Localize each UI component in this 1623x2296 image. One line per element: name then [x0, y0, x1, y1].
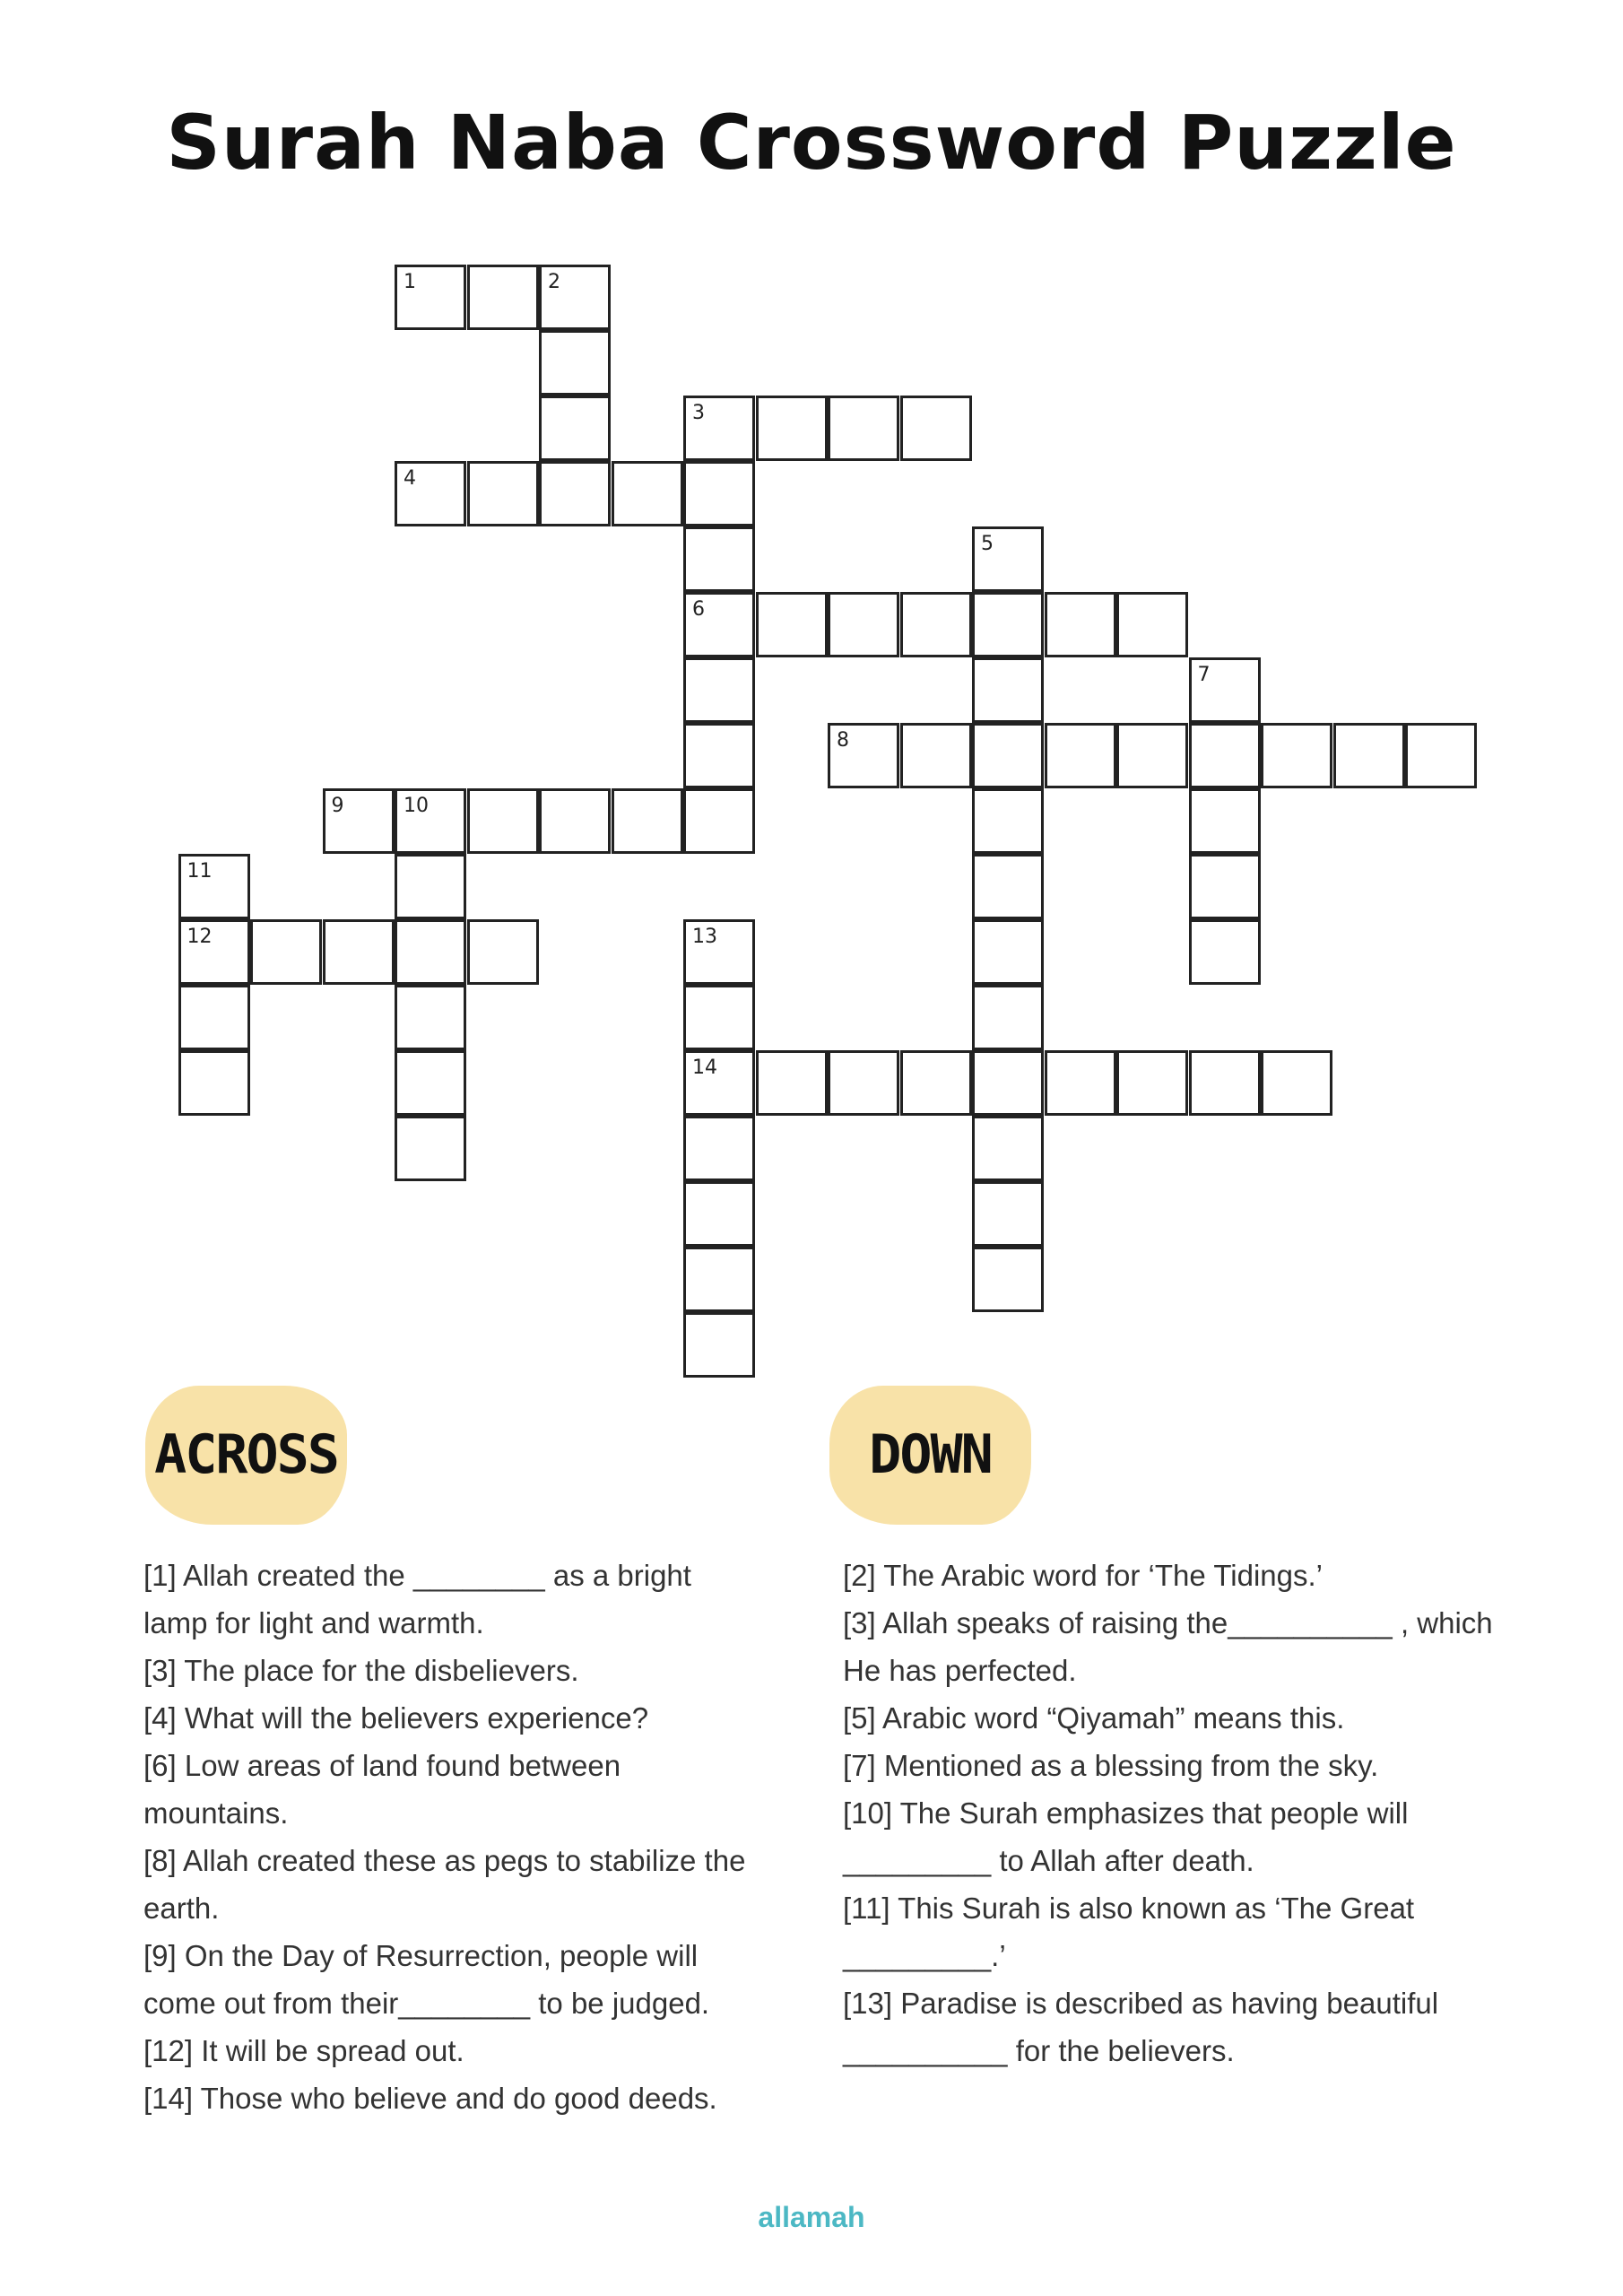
- grid-cell[interactable]: [539, 396, 611, 461]
- grid-cell[interactable]: [539, 461, 611, 526]
- across-clue: [14] Those who believe and do good deeds.: [143, 2082, 717, 2115]
- across-clues: [143, 1552, 762, 2122]
- grid-cell[interactable]: [612, 461, 683, 526]
- grid-cell[interactable]: [1116, 592, 1188, 657]
- clue-number: 5: [981, 533, 994, 555]
- grid-cell[interactable]: [1261, 1050, 1332, 1116]
- grid-cell[interactable]: [972, 985, 1044, 1050]
- grid-cell[interactable]: [395, 854, 466, 919]
- down-clue: [5] Arabic word “Qiyamah” means this.: [843, 1701, 1345, 1735]
- across-clue: [4] What will the believers experience?: [143, 1701, 649, 1735]
- across-clue: [3] The place for the disbelievers.: [143, 1654, 579, 1687]
- clue-number: 3: [692, 402, 705, 424]
- grid-cell[interactable]: [467, 919, 539, 985]
- grid-cell[interactable]: [972, 1116, 1044, 1181]
- clue-number: 9: [331, 795, 344, 817]
- down-clue: [7] Mentioned as a blessing from the sky.: [843, 1749, 1379, 1782]
- clue-number: 8: [837, 729, 849, 752]
- grid-cell[interactable]: [1116, 723, 1188, 788]
- across-clue: [9] On the Day of Resurrection, people will come out from their________ to be judged.: [143, 1939, 710, 2020]
- grid-cell[interactable]: [467, 265, 539, 330]
- clue-number: 11: [187, 860, 213, 883]
- grid-cell[interactable]: [1405, 723, 1477, 788]
- grid-cell[interactable]: [900, 723, 972, 788]
- clue-number: 13: [692, 926, 717, 948]
- grid-cell[interactable]: [1045, 723, 1116, 788]
- grid-cell[interactable]: [900, 1050, 972, 1116]
- grid-cell[interactable]: [972, 919, 1044, 985]
- grid-cell[interactable]: [972, 1181, 1044, 1247]
- grid-cell[interactable]: [683, 657, 755, 723]
- clue-number: 6: [692, 598, 705, 621]
- grid-cell[interactable]: [539, 788, 611, 854]
- puzzle-title: Surah Naba Crossword Puzzle: [166, 99, 1457, 187]
- grid-cell[interactable]: [972, 1050, 1044, 1116]
- grid-cell[interactable]: [972, 723, 1044, 788]
- clue-number: 14: [692, 1057, 717, 1079]
- grid-cell[interactable]: [828, 396, 899, 461]
- grid-cell[interactable]: [683, 1116, 755, 1181]
- grid-cell[interactable]: [467, 461, 539, 526]
- allamah-logo: allamah: [758, 2201, 865, 2233]
- grid-cell[interactable]: [683, 723, 755, 788]
- grid-cell[interactable]: [756, 592, 828, 657]
- grid-cell[interactable]: [972, 854, 1044, 919]
- grid-cell[interactable]: [972, 788, 1044, 854]
- grid-cell[interactable]: [1189, 854, 1261, 919]
- grid-cell[interactable]: [395, 985, 466, 1050]
- clue-number: 1: [404, 271, 416, 293]
- down-clues: [843, 1552, 1506, 2074]
- down-badge: [829, 1386, 1031, 1525]
- clue-number: 10: [404, 795, 429, 817]
- grid-cell[interactable]: [900, 396, 972, 461]
- grid-cell[interactable]: [178, 1050, 250, 1116]
- clue-number: 2: [548, 271, 560, 293]
- grid-cell[interactable]: [1261, 723, 1332, 788]
- grid-cell[interactable]: [683, 461, 755, 526]
- clue-number: 12: [187, 926, 213, 948]
- grid-cell[interactable]: [1045, 1050, 1116, 1116]
- grid-cell[interactable]: [756, 1050, 828, 1116]
- grid-cell[interactable]: [1189, 723, 1261, 788]
- grid-cell[interactable]: [539, 330, 611, 396]
- clue-number: 4: [404, 467, 416, 490]
- down-heading: DOWN: [869, 1423, 992, 1486]
- grid-cell[interactable]: [467, 788, 539, 854]
- clue-number: 7: [1197, 664, 1211, 686]
- grid-cell[interactable]: [1189, 919, 1261, 985]
- grid-cell[interactable]: [900, 592, 972, 657]
- grid-cell[interactable]: [683, 526, 755, 592]
- grid-cell[interactable]: [1189, 788, 1261, 854]
- across-heading: ACROSS: [154, 1423, 338, 1486]
- grid-cell[interactable]: [1189, 1050, 1261, 1116]
- grid-cell[interactable]: [828, 592, 899, 657]
- down-clue: [2] The Arabic word for ‘The Tidings.’: [843, 1559, 1323, 1592]
- grid-cell[interactable]: [756, 396, 828, 461]
- grid-cell[interactable]: [683, 1181, 755, 1247]
- grid-cell[interactable]: [683, 985, 755, 1050]
- across-clue: [6] Low areas of land found between mountains.: [143, 1749, 621, 1830]
- grid-cell[interactable]: [612, 788, 683, 854]
- down-clue: [10] The Surah emphasizes that people will _________ to Allah after death.: [843, 1796, 1409, 1877]
- grid-cell[interactable]: [972, 592, 1044, 657]
- grid-cell[interactable]: [972, 1247, 1044, 1312]
- grid-cell[interactable]: [323, 919, 395, 985]
- grid-cell[interactable]: [395, 1116, 466, 1181]
- grid-cell[interactable]: [683, 788, 755, 854]
- grid-cell[interactable]: [178, 985, 250, 1050]
- across-badge: [145, 1386, 347, 1525]
- grid-cell[interactable]: [683, 1247, 755, 1312]
- down-clue: [13] Paradise is described as having beautiful __________ for the believers.: [843, 1987, 1439, 2067]
- grid-cell[interactable]: [1116, 1050, 1188, 1116]
- grid-cell[interactable]: [1333, 723, 1405, 788]
- grid-cell[interactable]: [683, 1312, 755, 1378]
- grid-cell[interactable]: [972, 657, 1044, 723]
- grid-cell[interactable]: [395, 1050, 466, 1116]
- down-clue: [3] Allah speaks of raising the__________ , which He has perfected.: [843, 1606, 1493, 1687]
- grid-cell[interactable]: [395, 919, 466, 985]
- across-clue: [12] It will be spread out.: [143, 2034, 464, 2067]
- grid-cell[interactable]: [828, 1050, 899, 1116]
- across-clue: [1] Allah created the ________ as a bright lamp for light and warmth.: [143, 1559, 691, 1639]
- across-clue: [8] Allah created these as pegs to stabilize the earth.: [143, 1844, 746, 1925]
- grid-cell[interactable]: [250, 919, 322, 985]
- down-clue: [11] This Surah is also known as ‘The Great _________.’: [843, 1892, 1415, 1972]
- grid-cell[interactable]: [1045, 592, 1116, 657]
